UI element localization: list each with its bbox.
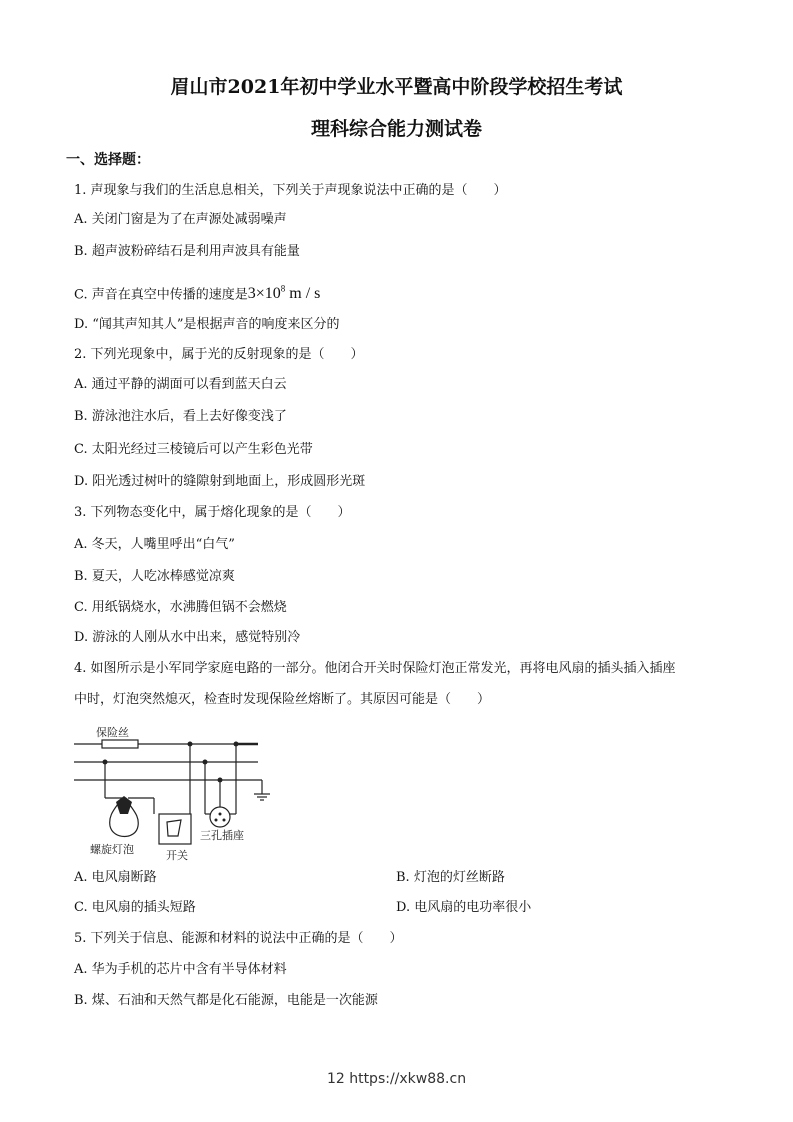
circuit-diagram <box>66 722 276 862</box>
q2-option-b: B. 游泳池注水后，看上去好像变浅了 <box>74 409 287 424</box>
q2-stem: 2. 下列光现象中，属于光的反射现象的是（ ） <box>74 347 364 362</box>
q2-option-a: A. 通过平静的湖面可以看到蓝天白云 <box>74 377 287 392</box>
switch-label: 开关 <box>166 849 188 862</box>
q3-stem: 3. 下列物态变化中，属于熔化现象的是（ ） <box>74 505 351 520</box>
q5-option-a: A. 华为手机的芯片中含有半导体材料 <box>74 962 287 977</box>
q5-option-b: B. 煤、石油和天然气都是化石能源，电能是一次能源 <box>74 993 378 1008</box>
q5-stem: 5. 下列关于信息、能源和材料的说法中正确的是（ ） <box>74 931 403 946</box>
q2-option-d: D. 阳光透过树叶的缝隙射到地面上，形成圆形光斑 <box>74 474 366 489</box>
q4-stem-line1: 4. 如图所示是小军同学家庭电路的一部分。他闭合开关时保险灯泡正常发光，再将电风扇的插头插入插座 <box>74 661 676 676</box>
formula-base: 3×10 <box>247 285 281 303</box>
q1-stem: 1. 声现象与我们的生活息息相关，下列关于声现象说法中正确的是（ ） <box>74 183 507 198</box>
q4-option-d: D. 电风扇的电功率很小 <box>396 900 532 915</box>
socket-label: 三孔插座 <box>200 829 244 842</box>
q1-option-c-text: C. 声音在真空中传播的速度是 <box>74 287 248 303</box>
q1-formula <box>248 285 321 302</box>
q1-option-b: B. 超声波粉碎结石是利用声波具有能量 <box>74 244 300 259</box>
q4-stem-line2: 中时，灯泡突然熄灭，检查时发现保险丝熔断了。其原因可能是（ ） <box>74 692 491 707</box>
exam-title: 眉山市2021年初中学业水平暨高中阶段学校招生考试 <box>170 76 623 98</box>
q4-option-c: C. 电风扇的插头短路 <box>74 900 196 915</box>
q1-option-d: D. “闻其声知其人”是根据声音的响度来区分的 <box>74 317 340 332</box>
fuse-label: 保险丝 <box>96 726 129 739</box>
q3-option-a: A. 冬天，人嘴里呼出“白气” <box>74 537 235 552</box>
q2-option-c: C. 太阳光经过三棱镜后可以产生彩色光带 <box>74 442 313 457</box>
q3-option-d: D. 游泳的人刚从水中出来，感觉特别冷 <box>74 630 301 645</box>
bulb-label: 螺旋灯泡 <box>90 843 134 856</box>
section-heading: 一、选择题： <box>66 152 150 168</box>
formula-exponent: 8 <box>280 284 286 294</box>
page-footer: 12 https://xkw88.cn <box>326 1071 467 1087</box>
q1-option-c <box>74 280 320 304</box>
formula-unit: m / s <box>285 285 321 303</box>
switch <box>159 814 191 844</box>
exam-subtitle: 理科综合能力测试卷 <box>310 118 482 140</box>
q4-option-a: A. 电风扇断路 <box>74 870 157 885</box>
q1-option-a: A. 关闭门窗是为了在声源处减弱噪声 <box>74 212 287 227</box>
q4-option-b: B. 灯泡的灯丝断路 <box>396 870 505 885</box>
fuse <box>102 740 138 748</box>
q3-option-b: B. 夏天，人吃冰棒感觉凉爽 <box>74 569 235 584</box>
socket <box>210 807 230 827</box>
q3-option-c: C. 用纸锅烧水，水沸腾但锅不会燃烧 <box>74 600 287 615</box>
